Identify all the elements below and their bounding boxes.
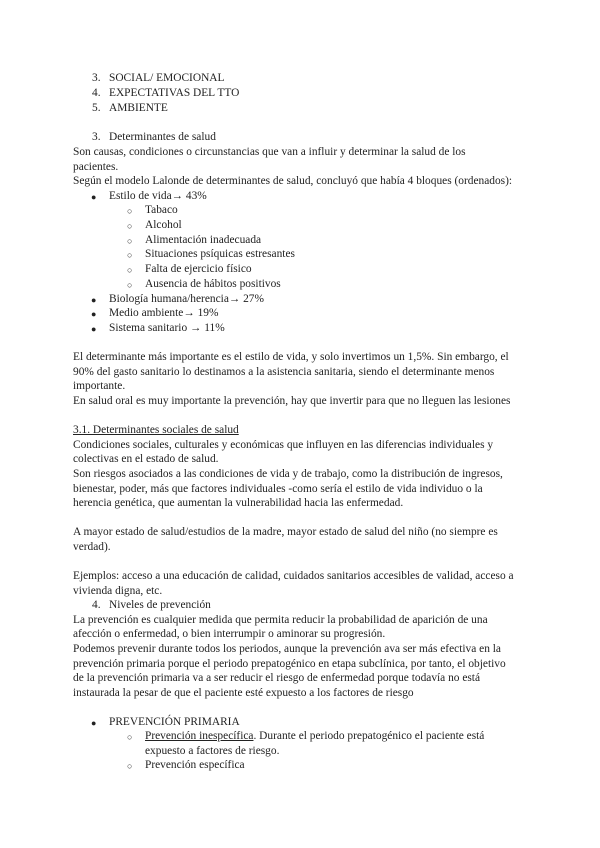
sub-bullet-item: Tabaco <box>145 204 178 216</box>
list-item: SOCIAL/ EMOCIONAL <box>109 72 225 84</box>
bullet-icon: ● <box>91 309 97 319</box>
sub-bullet-icon: ○ <box>127 265 133 275</box>
paragraph-line: bienestar, poder, más que factores individuales -como sería el estilo de vida individuo o la <box>73 483 483 495</box>
sub-bullet-item: Ausencia de hábitos positivos <box>145 278 281 290</box>
sub-bullet-icon: ○ <box>127 732 133 742</box>
section-heading: 3.1. Determinantes sociales de salud <box>73 424 239 436</box>
paragraph-line: Son riesgos asociados a las condiciones de vida y de trabajo, como la distribución de ingresos, <box>73 468 503 480</box>
term-text: . Durante el periodo prepatogénico el paciente está <box>253 730 485 742</box>
sub-bullet-icon: ○ <box>127 280 133 290</box>
paragraph-line: El determinante más importante es el estilo de vida, y solo invertimos un 1,5%. Sin embargo, el <box>73 351 509 363</box>
paragraph-line: expuesto a factores de riesgo. <box>145 745 280 757</box>
sub-bullet-icon: ○ <box>127 206 133 216</box>
bullet-item: Biología humana/herencia→ 27% <box>109 293 264 305</box>
section-number: 4. <box>92 599 101 611</box>
bullet-icon: ● <box>91 324 97 334</box>
section-heading: Niveles de prevención <box>109 599 211 611</box>
bullet-item: PREVENCIÓN PRIMARIA <box>109 716 240 728</box>
list-number: 4. <box>92 87 101 99</box>
paragraph-line: Según el modelo Lalonde de determinantes de salud, concluyó que había 4 bloques (ordenados): <box>73 175 513 187</box>
bullet-item: Estilo de vida→ 43% <box>109 190 207 202</box>
paragraph-line: Son causas, condiciones o circunstancias que van a influir y determinar la salud de los <box>73 146 466 158</box>
paragraph-line: A mayor estado de salud/estudios de la madre, mayor estado de salud del niño (no siempre es <box>73 526 498 538</box>
paragraph-line: pacientes. <box>73 161 119 173</box>
term-label: Prevención inespecífica <box>145 730 254 742</box>
paragraph-line: colectivas en el estado de salud. <box>73 453 219 465</box>
paragraph-line: instaurada la pesar de que el paciente esté expuesto a los factores de riesgo <box>73 687 414 699</box>
sub-bullet-item: Prevención específica <box>145 759 245 771</box>
list-number: 5. <box>92 102 101 114</box>
paragraph-line: importante. <box>73 380 126 392</box>
paragraph-line: herencia genética, que aumentan la vulnerabilidad hacia las enfermedad. <box>73 497 404 509</box>
paragraph-line: de la prevención primaria va a ser reducir el riesgo de enfermedad porque todavía no está <box>73 672 481 684</box>
paragraph-line: 90% del gasto sanitario lo destinamos a la asistencia sanitaria, siendo el determinante menos <box>73 366 495 378</box>
sub-bullet-item: Falta de ejercicio físico <box>145 263 252 275</box>
sub-bullet-item: Alimentación inadecuada <box>145 234 262 246</box>
bullet-icon: ● <box>91 192 97 202</box>
section-heading: Determinantes de salud <box>109 131 216 143</box>
paragraph-line: Podemos prevenir durante todos los periodos, aunque la prevención ava ser más efectiva en la <box>73 643 501 655</box>
paragraph-line: Condiciones sociales, culturales y económicas que influyen en las diferencias individuales y <box>73 439 494 451</box>
paragraph-line: afección o enfermedad, o bien interrumpir o aminorar su progresión. <box>73 628 386 640</box>
sub-bullet-icon: ○ <box>127 221 133 231</box>
list-item: AMBIENTE <box>109 102 168 114</box>
paragraph-line: prevención primaria porque el periodo prepatogénico en etapa subclínica, por tanto, el objetivo <box>73 658 506 670</box>
list-item: EXPECTATIVAS DEL TTO <box>109 87 240 99</box>
sub-bullet-icon: ○ <box>127 761 133 771</box>
bullet-icon: ● <box>91 295 97 305</box>
paragraph-line: vivienda digna, etc. <box>73 585 163 597</box>
bullet-icon: ● <box>91 718 97 728</box>
sub-bullet-item: Situaciones psíquicas estresantes <box>145 248 295 260</box>
list-number: 3. <box>92 72 101 84</box>
paragraph-line: En salud oral es muy importante la prevención, hay que invertir para que no lleguen las lesiones <box>73 395 511 407</box>
bullet-item: Sistema sanitario → 11% <box>109 322 225 334</box>
bullet-item: Medio ambiente→ 19% <box>109 307 219 319</box>
paragraph-line: verdad). <box>73 541 111 553</box>
section-number: 3. <box>92 131 101 143</box>
sub-bullet-item: Alcohol <box>145 219 182 231</box>
sub-bullet-icon: ○ <box>127 250 133 260</box>
sub-bullet-item <box>145 729 484 744</box>
sub-bullet-icon: ○ <box>127 236 133 246</box>
paragraph-line: La prevención es cualquier medida que permita reducir la probabilidad de aparición de una <box>73 614 488 626</box>
paragraph-line: Ejemplos: acceso a una educación de calidad, cuidados sanitarios accesibles de validad, acceso a <box>73 570 514 582</box>
